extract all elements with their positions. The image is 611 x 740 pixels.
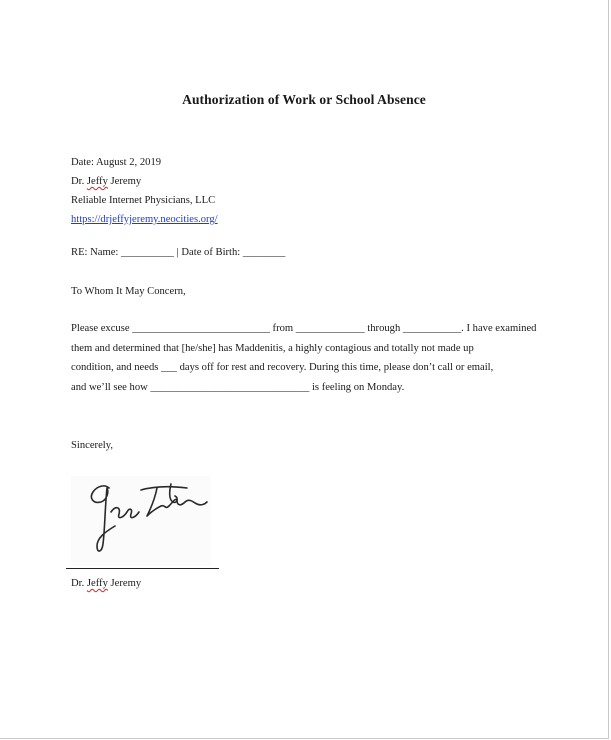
signature-image bbox=[71, 476, 211, 566]
body-line: Please excuse __________________________ from _____________ through ___________. I have examined bbox=[71, 323, 537, 334]
salutation: To Whom It May Concern, bbox=[71, 286, 186, 297]
practice-name: Reliable Internet Physicians, LLC bbox=[71, 195, 216, 206]
signer-name bbox=[71, 577, 141, 590]
signature-line bbox=[66, 568, 219, 569]
body-paragraph bbox=[71, 319, 541, 397]
signer-last-name: Jeremy bbox=[107, 578, 142, 589]
signer-prefix: Dr. bbox=[71, 578, 87, 589]
document-title: Authorization of Work or School Absence bbox=[182, 92, 426, 107]
doctor-last-name: Jeremy bbox=[107, 176, 142, 187]
body-line: condition, and needs ___ days off for rest and recovery. During this time, please don’t call or email, bbox=[71, 362, 494, 374]
doctor-prefix: Dr. bbox=[71, 176, 87, 187]
body-line: and we’ll see how ______________________________ is feeling on Monday. bbox=[71, 381, 405, 393]
signature-scribble bbox=[71, 476, 211, 566]
website-link[interactable]: https://drjeffyjeremy.neocities.org/ bbox=[71, 214, 218, 225]
closing: Sincerely, bbox=[71, 440, 113, 451]
signer-first-name: Jeffy bbox=[86, 578, 108, 589]
date-line: Date: August 2, 2019 bbox=[71, 157, 162, 168]
body-line: them and determined that [he/she] has Maddenitis, a highly contagious and totally not made up bbox=[71, 342, 474, 354]
doctor-name bbox=[71, 175, 141, 188]
doctor-first-name: Jeffy bbox=[86, 176, 108, 187]
re-line: RE: Name: __________ | Date of Birth: ________ bbox=[71, 247, 286, 258]
